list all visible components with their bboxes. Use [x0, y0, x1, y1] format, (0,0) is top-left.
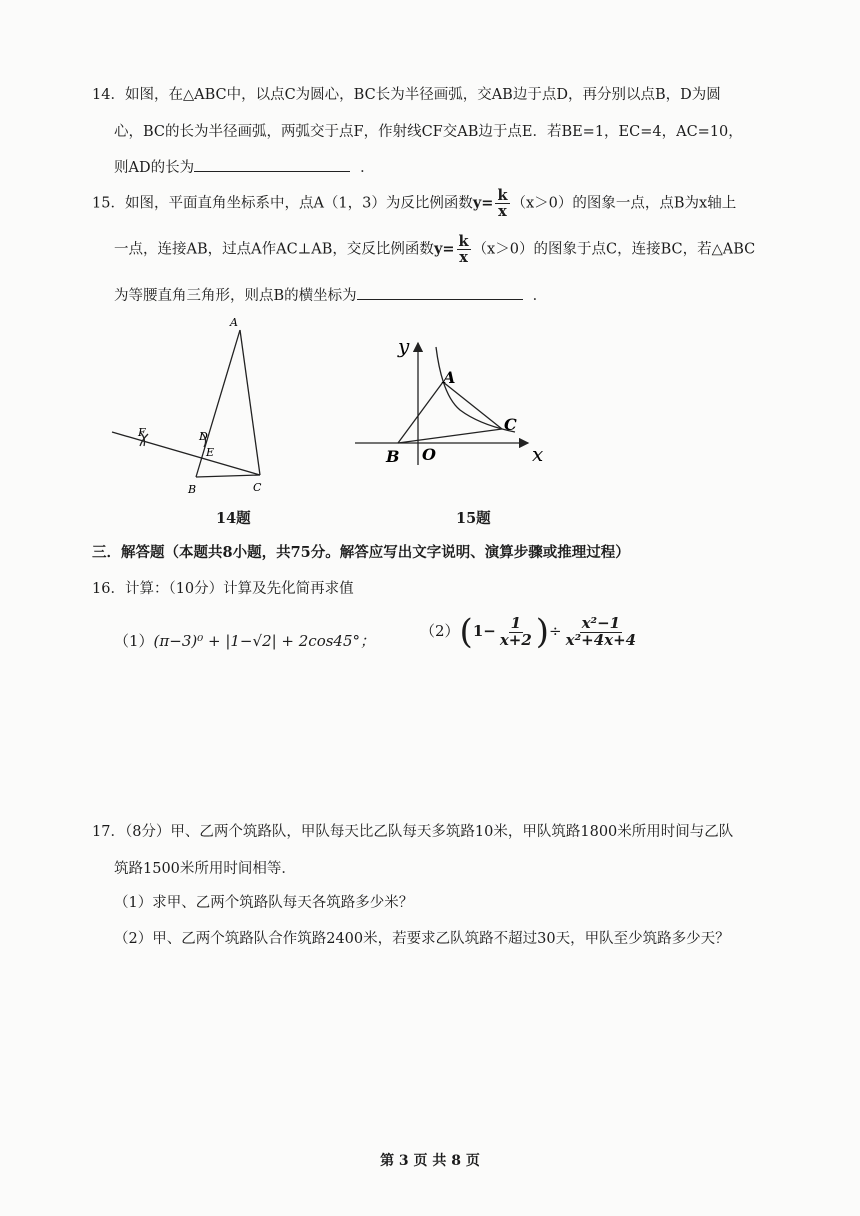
q16-part2	[420, 612, 640, 652]
fig15-side-ab	[398, 382, 443, 443]
q16-part2-num1: 1	[510, 613, 522, 632]
q14-line3-suffix: ．	[360, 160, 375, 176]
q14-answer-blank[interactable]	[194, 157, 350, 172]
q17-part2: （2）甲、乙两个筑路队合作筑路2400米，若要求乙队筑路不超过30天，甲队至少筑路多少天？	[114, 931, 730, 947]
figure-14	[100, 310, 300, 500]
q14-line2: 心，BC的长为半径画弧，两弧交于点F，作射线CF交AB边于点E．若BE=1，EC=4，AC=10，	[114, 124, 743, 140]
q16-part2-lparen: (	[459, 612, 473, 652]
q15-line3-prefix: 为等腰直角三角形，则点B的横坐标为	[114, 288, 357, 304]
figure-15	[350, 325, 560, 475]
page-footer: 第 3 页 共 8 页	[380, 1153, 480, 1169]
q16-title: 16．计算：（10分）计算及先化简再求值	[92, 581, 354, 597]
fig15-label-y: y	[398, 334, 410, 358]
q16-part2-one: 1−	[472, 622, 496, 640]
fig14-label-a: A	[230, 316, 238, 329]
q15-func-fraction-2	[457, 234, 471, 265]
q16-part2-div: ÷	[549, 622, 562, 640]
q15-line2-suffix: 的图象于点C，连接BC，若△ABC	[533, 241, 756, 258]
fig15-side-bc	[398, 429, 502, 443]
q14-line3	[114, 156, 375, 177]
q15-func-den-2: x	[459, 249, 468, 267]
q14-line3-prefix: 则AD的长为	[114, 160, 195, 176]
q15-line1-suffix: 的图象一点，点B为x轴上	[572, 195, 737, 212]
q16-part2-den2: x²+4x+4	[565, 630, 637, 649]
q16-part2-fraction1	[498, 613, 534, 649]
fig15-label-c: C	[504, 415, 517, 434]
fig14-label-c: C	[253, 481, 262, 494]
q15-func-fraction	[495, 188, 509, 219]
q16-part2-rparen: )	[535, 612, 550, 652]
q14-line1: 14．如图，在△ABC中，以点C为圆心，BC长为半径画弧，交AB边于点D，再分别以点B，D为圆	[92, 87, 721, 103]
fig14-side-ab	[196, 330, 240, 477]
fig15-caption: 15题	[456, 510, 491, 527]
q15-func-cond-2: （x＞0）	[472, 241, 534, 258]
fig14-ray-cf	[112, 432, 260, 475]
q15-line3-suffix: ．	[532, 288, 548, 304]
q15-line3	[114, 284, 547, 305]
q15-answer-blank[interactable]	[357, 285, 523, 300]
fig14-label-e: E	[206, 446, 215, 459]
q16-part2-den1: x+2	[499, 630, 532, 649]
section3-heading: 三．解答题（本题共8小题，共75分。解答应写出文字说明、演算步骤或推理过程）	[92, 544, 630, 561]
fig15-label-x: x	[532, 442, 544, 466]
q15-line1-prefix: 15．如图，平面直角坐标系中，点A（1，3）为反比例函数	[92, 195, 473, 212]
q16-part2-num2: x²−1	[581, 613, 621, 632]
q16-part1-expr: (π−3)⁰ + |1−√2| + 2cos45°；	[153, 632, 376, 650]
q17-line1: 17．（8分）甲、乙两个筑路队，甲队每天比乙队每天多筑路10米，甲队筑路1800米所用时间与乙队	[92, 824, 734, 840]
fig14-side-ac	[240, 330, 260, 475]
q15-line2-prefix: 一点，连接AB，过点A作AC⊥AB，交反比例函数	[114, 241, 434, 258]
fig15-label-b: B	[386, 447, 400, 466]
q16-part2-label: （2）	[420, 622, 460, 640]
fig14-label-f: F	[138, 426, 146, 439]
q16-part1	[114, 630, 375, 651]
fig14-side-bc	[196, 475, 260, 477]
q15-func-num-2: k	[458, 233, 469, 250]
q16-part1-label: （1）	[114, 632, 154, 650]
q15-func-num: k	[497, 187, 508, 204]
fig15-side-ac	[443, 382, 502, 429]
q17-part1: （1）求甲、乙两个筑路队每天各筑路多少米？	[114, 895, 414, 911]
fig15-label-o: O	[422, 445, 436, 464]
q16-part2-fraction2	[564, 613, 638, 649]
fig14-label-d: D	[199, 430, 208, 443]
q17-line2: 筑路1500米所用时间相等．	[114, 861, 296, 877]
q15-func-den: x	[498, 203, 507, 221]
fig14-caption: 14题	[216, 510, 251, 527]
q15-line2	[114, 234, 755, 265]
q15-line1	[92, 188, 736, 219]
q15-func-cond: （x＞0）	[511, 195, 573, 212]
q15-func-y-2: y=	[433, 240, 455, 258]
fig14-label-b: B	[188, 483, 197, 496]
fig15-label-a: A	[443, 368, 456, 387]
q15-func-y: y=	[472, 194, 494, 212]
